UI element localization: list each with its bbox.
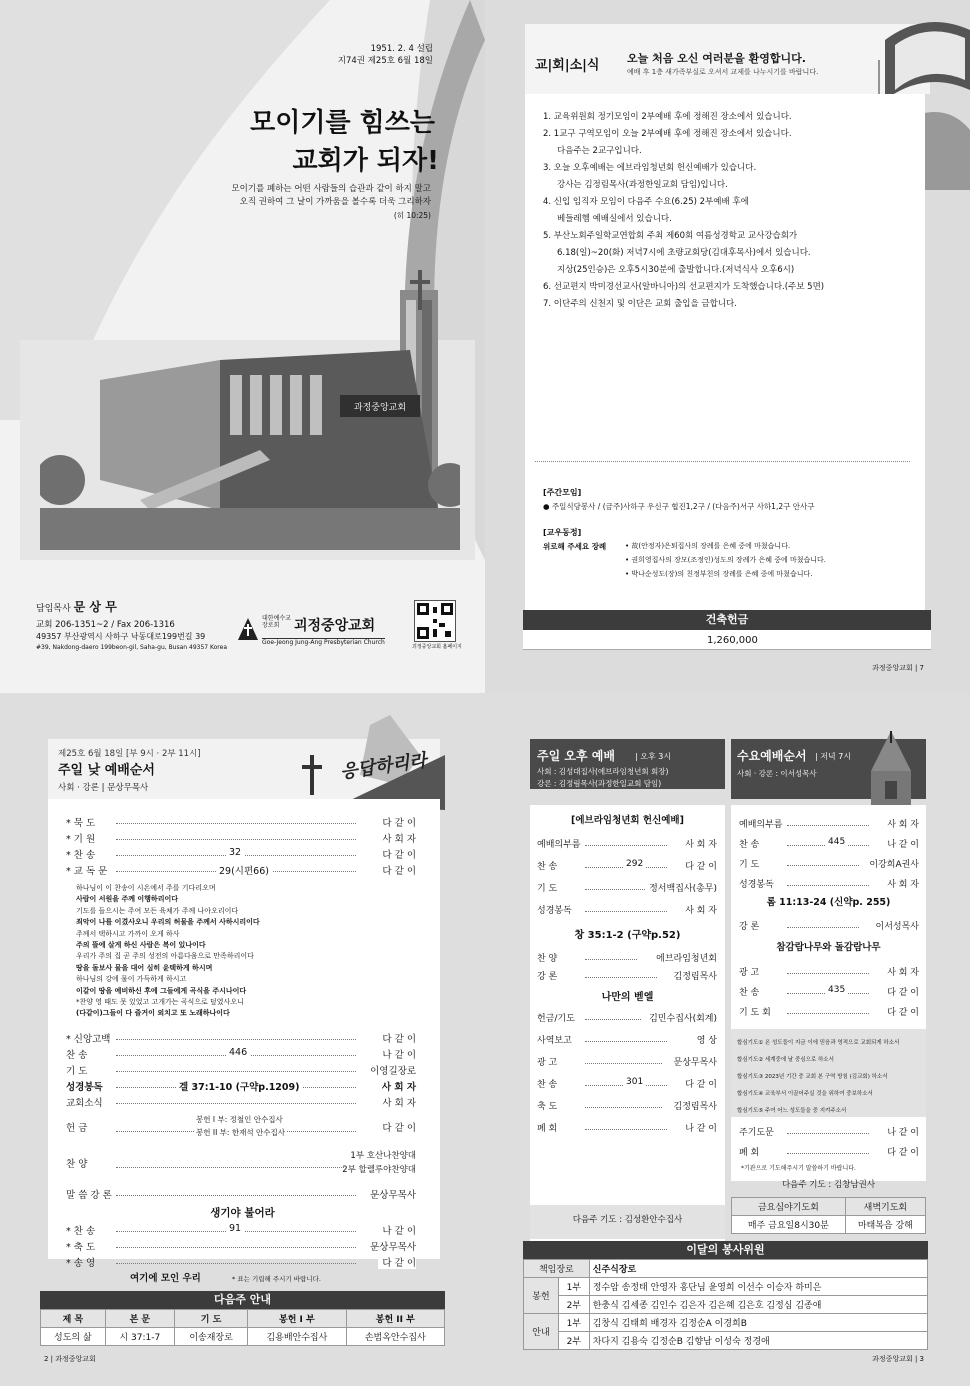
wed-note: *기관으로 기도해주시기 말씀하기 바랍니다. xyxy=(741,1165,856,1172)
offering-row: 헌 금 봉헌 I 부: 정철인 안수집사 봉헌 II 부: 한재석 안수집사 다 같 이 xyxy=(66,1115,416,1137)
order-row: 성경봉독 사 회 자 xyxy=(739,877,919,893)
weekly-meeting-title: [주간모임] xyxy=(543,488,582,497)
building-sign: 과정중앙교회 xyxy=(353,403,407,413)
member-news-item: • 권희영집사의 장모(조정인)성도의 장례가 은혜 중에 마쳤습니다. xyxy=(625,556,826,564)
order-row: 성경봉독 겔 37:1-10 (구약p.1209) 사 회 자 xyxy=(66,1079,416,1095)
news-item: 4. 신입 임직자 모임이 다음주 수요(6.25) 2부예배 후에 xyxy=(543,197,749,207)
weekly-meeting-text: ● 주일식당봉사 / (금주)사하구 우신구 협진1,2구 / (다음주)서구 사하1,2구 안사구 xyxy=(543,502,815,511)
news-page xyxy=(485,0,970,693)
evening-title: 주일 오후 예배 xyxy=(537,749,615,763)
order-row: * 기 원 사 회 자 xyxy=(66,831,416,847)
page-footer-7: 과정중앙교회 | 7 xyxy=(872,664,924,672)
order-row: * 신앙고백 다 같 이 xyxy=(66,1031,416,1047)
wed-section-1 xyxy=(739,817,919,890)
page-footer-3: 과정중앙교회 | 3 xyxy=(872,1355,924,1363)
pastor-block xyxy=(36,600,117,616)
next-week-table: 제 목 본 문 기 도 봉헌 I 부 봉헌 II 부 성도의 삶 시 37:1-7 이송재장로 김용배안수집사 손범옥안수집사 xyxy=(40,1309,445,1346)
member-news-label: 위로해 주세요 장례 xyxy=(543,542,607,551)
choir-row: 찬 양 1부 호산나찬양대 2부 할렐루야찬양대 xyxy=(66,1151,416,1175)
cover-page xyxy=(0,0,485,693)
evening-section-2 xyxy=(537,951,717,991)
order-section-2 xyxy=(66,1031,416,1113)
logo-church-name: 괴정중앙교회 xyxy=(294,618,376,634)
wed-next-prayer: 다음주 기도 : 김창남권사 xyxy=(781,1180,876,1190)
evening-speaker: 강론 : 김정림목사(과정한일교회 담임) xyxy=(537,779,662,788)
news-title: 교|회|소|식 xyxy=(535,58,600,73)
news-item: 6. 선교편지 박미경선교사(알바니아)의 선교편지가 도착했습니다.(주보 5면) xyxy=(543,282,825,292)
order-row: * 묵 도 다 같 이 xyxy=(66,815,416,831)
order-row: * 축 도 문상무목사 xyxy=(66,1239,416,1255)
pastor-label: 담임목사 xyxy=(36,604,71,614)
order-row: 기 도 이영길장로 xyxy=(66,1063,416,1079)
cover-verse-line2: 오직 권하여 그 날이 가까움을 볼수록 더욱 그리하자 xyxy=(239,197,431,207)
building-fund-title: 건축헌금 xyxy=(523,610,931,630)
welcome-text: 오늘 처음 오신 여러분을 환영합니다. xyxy=(627,52,806,65)
order-row: 교회소식 사 회 자 xyxy=(66,1095,416,1111)
wed-section-2 xyxy=(739,919,919,937)
logo-denomination: 대한예수교 장로회 xyxy=(262,615,291,629)
special-meeting-table: 금요심야기도회 새벽기도회 매주 금요일8시30분 마태복음 강해 xyxy=(731,1197,926,1234)
church-logo-icon xyxy=(238,618,258,640)
cover-title-line1: 모이기를 힘쓰는 xyxy=(250,108,435,138)
issue-date: 지74권 제25호 6월 18일 xyxy=(337,56,433,66)
volunteer-names: 김창식 김태희 배경자 김정순A 이경희B xyxy=(589,1314,927,1332)
order-row: 찬 송 445 나 같 이 xyxy=(739,837,919,850)
member-news-item: • 故(안정자)은퇴집사의 장례를 은혜 중에 마쳤습니다. xyxy=(625,542,791,550)
news-item: 7. 이단주의 신천지 및 이단은 교회 출입을 금합니다. xyxy=(543,299,737,309)
volunteer-names: 차다지 김용숙 김정순B 김향남 이성숙 정경애 xyxy=(589,1332,927,1350)
order-row: * 찬 송 91 나 같 이 xyxy=(66,1223,416,1237)
evening-scripture: 창 35:1-2 (구약p.52) xyxy=(574,930,681,941)
order-row: 헌금/기도 김민수집사(회계) xyxy=(537,1011,717,1027)
news-item: 3. 오늘 오후예배는 에브라임청년회 헌신예배가 있습니다. xyxy=(543,163,757,173)
deco-lettering: 응답하리라 xyxy=(338,750,428,783)
evening-section-1 xyxy=(537,837,717,916)
order-row: 주기도문 나 같 이 xyxy=(739,1125,919,1141)
evening-next-prayer: 다음주 기도 : 김성환안수집사 xyxy=(572,1215,683,1225)
order-row: 강 론 이서성목사 xyxy=(739,919,919,935)
news-item: 다음주는 2교구입니다. xyxy=(557,146,642,156)
building-fund-amount: 1,260,000 xyxy=(707,635,758,646)
church-building-illustration xyxy=(40,270,460,550)
wed-message-title: 참감람나무와 돌감람나무 xyxy=(776,942,881,953)
worship-sub: 제25호 6월 18일 [부 9시 · 2부 11시] xyxy=(58,749,201,759)
volunteers-title: 이달의 봉사위원 xyxy=(523,1241,928,1259)
founding-date: 1951. 2. 4 설립 xyxy=(370,44,433,54)
worship-title: 주일 낮 예배순서 xyxy=(58,763,155,778)
volunteers-table: 책임장로 신주식장로 봉헌 1부 정수암 송정태 안영자 홍단님 윤영희 이선수 이승자 하미은 2부 한충식 김세종 김인수 김은자 김은혜 김은호 김정심 김종애 안내 1부 김창식 김태희 배경자 김정순A 이경희B 2부 차다지 김용숙 김정순B 김향남 이성숙 정경애 xyxy=(523,1259,928,1350)
order-row: 사역보고 영 상 xyxy=(537,1033,717,1049)
order-row: 찬 송 446 나 같 이 xyxy=(66,1047,416,1061)
order-row: * 송 영 다 같 이 xyxy=(66,1255,416,1271)
qr-caption: 괴정중앙교회 홈페이지 xyxy=(412,644,462,650)
order-row: 찬 송 301 다 같 이 xyxy=(537,1077,717,1090)
order-row: 폐 회 나 같 이 xyxy=(537,1121,717,1137)
order-section-1 xyxy=(66,815,416,881)
news-item: 6.18(일)~20(화) 저녁7시에 초량교회당(김대후목사)에서 있습니다. xyxy=(557,248,811,258)
worship-leaders: 사회 · 강론 | 문상무목사 xyxy=(58,783,149,793)
order-row: 찬 송 292 다 같 이 xyxy=(537,859,717,872)
cover-verse-ref: (히 10:25) xyxy=(393,211,431,220)
next-week-title: 다음주 안내 xyxy=(40,1291,445,1309)
page-3 xyxy=(485,693,970,1386)
order-row: 예배의부름 사 회 자 xyxy=(739,817,919,833)
church-steeple-icon xyxy=(855,731,927,811)
order-row: 예배의부름 사 회 자 xyxy=(537,837,717,853)
evening-banner: [에브라임청년회 헌신예배] xyxy=(571,815,684,826)
order-row: 기 도 회 다 같 이 xyxy=(739,1005,919,1021)
news-item: 2. 1교구 구역모임이 오늘 2부예배 후에 정해진 장소에서 있습니다. xyxy=(543,129,792,139)
page-footer-2: 2 | 과정중앙교회 xyxy=(44,1355,96,1363)
church-address: 49357 부산광역시 사하구 낙동대로199번길 39 xyxy=(36,632,206,641)
joint-prayer-list: 합심기도① 온 성도들이 지금 이에 믿음과 영적으로 교회되게 하소서 합심기도② 세계중에 날 중심으로 하소서 합심기도③ 2023년 기간 중 교회 본 구역 방침 (김교회) 하소서 합심기도④ 교육부서 이끌어주실 것을 위하여 중보하소서 합심기도⑤ 주여 어느 성도들을 중 지켜주소서 xyxy=(737,1040,900,1114)
sermon-row: 말 씀 강 론 문상무목사 xyxy=(66,1187,416,1203)
news-item: 5. 부산노회주일학교연합회 주최 제60회 여름성경학교 교사강습회가 xyxy=(543,231,798,241)
wed-title: 수요예배순서 xyxy=(737,749,807,763)
order-row: 축 도 김정림목사 xyxy=(537,1099,717,1115)
member-news-item: • 박나순성도(장)의 친정부친의 장례를 은혜 중에 마쳤습니다. xyxy=(625,570,813,578)
order-row: 찬 송 435 다 같 이 xyxy=(739,985,919,998)
news-item: 지상(25인승)은 오후5시30분에 출발합니다.(저녁식사 오후6시) xyxy=(557,265,795,275)
news-item: 강사는 김정림목사(과정한일교회 담임)입니다. xyxy=(557,180,728,190)
order-row: * 교 독 문 29(시편66) 다 같 이 xyxy=(66,863,416,879)
order-row: * 찬 송 32 다 같 이 xyxy=(66,847,416,861)
order-section-3 xyxy=(66,1223,416,1273)
volunteer-names: 한충식 김세종 김인수 김은자 김은혜 김은호 김정심 김종애 xyxy=(589,1296,927,1314)
order-row: 강 론 김정림목사 xyxy=(537,969,717,985)
wed-section-4 xyxy=(739,1125,919,1165)
wed-time: | 저녁 7시 xyxy=(815,752,852,761)
closing-hymn: 여기에 모인 우리 xyxy=(130,1273,201,1284)
order-row: 기 도 이강희A권사 xyxy=(739,857,919,873)
volunteer-names: 정수암 송정태 안영자 홍단님 윤영희 이선수 이승자 하미은 xyxy=(589,1278,927,1296)
church-address-en: #39, Nakdong-daero 199beon-gil, Saha-gu, Busan 49357 Korea xyxy=(36,644,228,651)
wed-leader: 사회 · 강론 : 이서성목사 xyxy=(737,769,817,778)
order-row: 폐 회 다 같 이 xyxy=(739,1145,919,1161)
evening-time: | 오후 3시 xyxy=(635,752,672,761)
standing-note: * 표는 기립해 주시기 바랍니다. xyxy=(232,1275,321,1283)
evening-leader: 사회 : 김성대집사(에브라임청년회 회장) xyxy=(537,767,669,776)
wed-scripture: 롬 11:13-24 (신약p. 255) xyxy=(766,897,891,908)
order-row: 찬 양 에브라임청년회 xyxy=(537,951,717,967)
sermon-title: 생기야 불어라 xyxy=(210,1207,275,1219)
qr-code[interactable] xyxy=(414,600,456,642)
news-item: 베들레헴 예배실에서 있습니다. xyxy=(557,214,672,224)
responsive-reading: 하나님이 이 찬송이 시온에서 주를 기다리오며 사람이 서원을 주께 이행하리이다 기도를 들으시는 주여 모든 육체가 주께 나아오리이다 죄악이 나를 이겼사오니 우리의 허물을 주께서 사하시리이다 주께서 택하시고 가까이 오게 하사 주의 뜰에 살게 하신 사람은 복이 있나이다 우리가 주의 집 곧 주의 성전의 아름다움으로 만족하리이다 땅을 돌보사 물을 대어 심히 윤택하게 하시며 하나님의 강에 물이 가득하게 하시고 이같이 땅을 예비하신 후에 그들에게 곡식을 주시나이다 *찬양 영 때도 못 있었고 고개가는 곡식으로 덮였사오니 (다같이)그들이 다 즐거이 외치고 또 노래하나이다 xyxy=(76,884,260,1018)
news-item: 1. 교육위원회 정기모임이 2부예배 후에 정해진 장소에서 있습니다. xyxy=(543,112,792,122)
logo-church-name-en: Goe-Jeong Jung-Ang Presbyterian Church xyxy=(262,639,385,646)
order-row: 성경봉독 사 회 자 xyxy=(537,903,717,919)
worship-page xyxy=(0,693,485,1386)
welcome-sub: 예배 후 1층 새가족부실로 오셔서 교제를 나누시기를 바랍니다. xyxy=(627,68,819,76)
evening-message-title: 나만의 벧엘 xyxy=(601,992,654,1003)
member-news-title: [교우동정] xyxy=(543,528,582,537)
order-row: 광 고 문상무목사 xyxy=(537,1055,717,1071)
order-row: 기 도 정서백집사(총무) xyxy=(537,881,717,897)
wed-section-3 xyxy=(739,965,919,1025)
church-phone: 교회 206-1351~2 / Fax 206-1316 xyxy=(36,620,175,630)
order-row: 광 고 사 회 자 xyxy=(739,965,919,981)
evening-section-3 xyxy=(537,1011,717,1141)
news-divider xyxy=(535,461,910,462)
pastor-name: 문 상 무 xyxy=(73,600,117,614)
cover-verse-line1: 모이기를 폐하는 어떤 사람들의 습관과 같이 하지 말고 xyxy=(231,184,431,194)
cover-title-line2: 교회가 되자! xyxy=(292,146,439,176)
